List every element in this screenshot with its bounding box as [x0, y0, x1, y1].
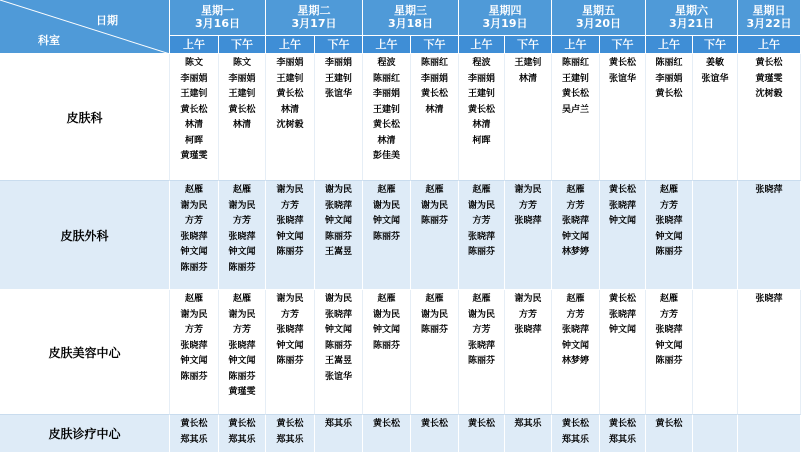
doctor-name: 张谊华	[608, 73, 636, 84]
doctor-name: 陈丽红	[372, 73, 400, 84]
doctor-name: 王嵩昱	[324, 356, 352, 366]
doctor-name: 钟文闻	[608, 325, 636, 335]
doctor-name: 陈丽芬	[467, 356, 495, 366]
doctor-name: 谢为民	[372, 200, 400, 211]
schedule-cell	[646, 415, 693, 453]
doctor-name: 钟文闻	[324, 216, 352, 226]
doctor-name: 李丽娟	[467, 73, 495, 84]
doctor-name: 黄长松	[655, 89, 683, 99]
doctor-name: 陈丽芬	[372, 340, 400, 351]
shift-header: 上午	[170, 36, 219, 54]
weekday-label: 星期日	[752, 4, 786, 17]
doctor-name: 王建钊	[467, 89, 495, 99]
doctor-name: 林梦婷	[561, 247, 589, 257]
shift-header: 下午	[505, 36, 552, 54]
doctor-name: 张谊华	[701, 73, 729, 84]
schedule-cell	[552, 181, 600, 290]
doctor-name: 钟文闻	[655, 340, 683, 351]
doctor-name: 陈丽红	[561, 58, 589, 68]
schedule-cell	[411, 290, 459, 415]
doctor-name: 谢为民	[228, 200, 256, 211]
doctor-name: 张晓萍	[755, 294, 783, 304]
date-label: 3月21日	[669, 17, 714, 30]
doctor-name: 赵雁	[425, 185, 444, 195]
doctor-name: 陈丽芬	[467, 247, 495, 257]
doctor-name: 谢为民	[276, 185, 304, 195]
schedule-cell	[459, 415, 505, 453]
doctor-name: 黄长松	[276, 419, 304, 429]
shift-header: 上午	[266, 36, 315, 54]
doctor-name: 钟文闻	[324, 325, 352, 335]
doctor-name: 陈丽芬	[324, 231, 352, 242]
day-header	[738, 0, 801, 36]
doctor-name: 张晓萍	[276, 325, 304, 335]
schedule-cell	[505, 290, 552, 415]
schedule-cell	[411, 54, 459, 181]
shift-header: 上午	[459, 36, 505, 54]
schedule-cell	[363, 181, 411, 290]
doctor-name: 张晓萍	[655, 325, 683, 335]
schedule-cell	[219, 415, 266, 453]
schedule-cell	[266, 415, 315, 453]
doctor-name: 赵雁	[232, 294, 251, 304]
doctor-name: 王建钊	[324, 73, 352, 84]
doctor-name: 谢为民	[180, 309, 208, 320]
doctor-name: 方芳	[184, 325, 203, 335]
doctor-name: 黄长松	[561, 89, 589, 99]
doctor-name: 林清	[472, 120, 491, 130]
schedule-cell	[505, 415, 552, 453]
doctor-name: 沈树毅	[755, 89, 783, 99]
shift-header: 上午	[646, 36, 693, 54]
doctor-name: 郑其乐	[228, 434, 256, 445]
doctor-name: 黄长松	[608, 419, 636, 429]
doctor-name: 沈树毅	[276, 120, 304, 130]
schedule-cell	[219, 290, 266, 415]
schedule-cell	[411, 181, 459, 290]
schedule-cell	[552, 415, 600, 453]
day-header	[646, 0, 738, 36]
doctor-name: 钟文闻	[228, 247, 256, 257]
doctor-name: 黄瑾雯	[180, 151, 208, 161]
schedule-cell	[315, 181, 363, 290]
doctor-name: 钟文闻	[180, 247, 208, 257]
day-header	[363, 0, 459, 36]
day-header	[266, 0, 363, 36]
schedule-cell	[738, 181, 801, 290]
doctor-name: 张谊华	[324, 89, 352, 99]
doctor-name: 方芳	[518, 309, 537, 320]
doctor-name: 姜敏	[705, 58, 724, 68]
date-label: 3月20日	[576, 17, 621, 30]
schedule-cell	[646, 54, 693, 181]
schedule-cell	[459, 54, 505, 181]
doctor-name: 郑其乐	[276, 434, 304, 445]
doctor-name: 谢为民	[372, 309, 400, 320]
doctor-name: 张晓萍	[755, 185, 783, 195]
schedule-cell	[600, 181, 646, 290]
doctor-name: 王建钊	[180, 89, 208, 99]
doctor-name: 张晓萍	[180, 340, 208, 351]
doctor-name: 赵雁	[232, 185, 251, 195]
doctor-name: 王建钊	[514, 58, 542, 68]
doctor-name: 方芳	[659, 200, 678, 211]
schedule-cell	[170, 290, 219, 415]
doctor-name: 李丽娟	[420, 73, 448, 84]
doctor-name: 谢为民	[514, 294, 542, 304]
doctor-name: 陈文	[184, 58, 203, 68]
schedule-cell	[219, 54, 266, 181]
doctor-name: 钟文闻	[180, 356, 208, 366]
schedule-cell	[693, 54, 738, 181]
schedule-cell	[363, 54, 411, 181]
department-name: 皮肤诊疗中心	[0, 415, 170, 453]
schedule-cell	[505, 181, 552, 290]
doctor-name: 黄瑾雯	[755, 73, 783, 84]
doctor-name: 钟文闻	[228, 356, 256, 366]
schedule-cell	[600, 54, 646, 181]
doctor-name: 李丽娟	[228, 73, 256, 84]
doctor-name: 赵雁	[184, 185, 203, 195]
doctor-name: 郑其乐	[180, 434, 208, 445]
shift-header: 上午	[363, 36, 411, 54]
day-header	[459, 0, 552, 36]
doctor-name: 陈丽芬	[180, 371, 208, 382]
doctor-name: 王建钊	[276, 73, 304, 84]
shift-header: 上午	[738, 36, 801, 54]
doctor-name: 柯晖	[472, 135, 491, 146]
schedule-cell	[315, 54, 363, 181]
doctor-name: 赵雁	[566, 185, 585, 195]
doctor-name: 黄长松	[228, 419, 256, 429]
doctor-name: 黄长松	[420, 89, 448, 99]
weekday-label: 星期二	[297, 4, 331, 17]
doctor-name: 郑其乐	[561, 434, 589, 445]
doctor-name: 钟文闻	[655, 231, 683, 242]
schedule-cell	[738, 54, 801, 181]
doctor-name: 黄长松	[608, 294, 636, 304]
doctor-name: 李丽娟	[655, 73, 683, 84]
schedule-cell	[219, 181, 266, 290]
schedule-cell	[552, 54, 600, 181]
schedule-cell	[315, 415, 363, 453]
weekday-label: 星期四	[488, 4, 522, 17]
doctor-name: 黄长松	[180, 419, 208, 429]
doctor-name: 黄长松	[276, 89, 304, 99]
doctor-name: 程波	[377, 58, 396, 68]
doctor-name: 黄长松	[420, 419, 448, 429]
shift-header: 下午	[693, 36, 738, 54]
doctor-name: 陈文	[232, 58, 251, 68]
doctor-name: 陈丽芬	[228, 262, 256, 273]
doctor-name: 钟文闻	[276, 340, 304, 351]
doctor-name: 林梦婷	[561, 356, 589, 366]
schedule-cell	[738, 290, 801, 415]
doctor-name: 李丽娟	[180, 73, 208, 84]
doctor-name: 赵雁	[566, 294, 585, 304]
doctor-name: 郑其乐	[514, 419, 542, 429]
schedule-cell	[363, 290, 411, 415]
doctor-name: 赵雁	[184, 294, 203, 304]
department-name: 皮肤科	[0, 54, 170, 181]
schedule-cell	[693, 181, 738, 290]
doctor-name: 陈丽芬	[276, 356, 304, 366]
doctor-name: 钟文闻	[372, 325, 400, 335]
doctor-name: 张晓萍	[514, 325, 542, 335]
schedule-cell	[505, 54, 552, 181]
doctor-name: 方芳	[566, 200, 585, 211]
doctor-name: 方芳	[566, 309, 585, 320]
doctor-name: 张晓萍	[324, 309, 352, 320]
doctor-name: 钟文闻	[608, 216, 636, 226]
day-header	[552, 0, 646, 36]
doctor-name: 黄长松	[755, 58, 783, 68]
doctor-name: 张晓萍	[561, 325, 589, 335]
doctor-name: 林清	[377, 135, 396, 146]
doctor-name: 柯晖	[184, 135, 203, 146]
department-axis-label: 科室	[38, 34, 60, 47]
doctor-name: 钟文闻	[372, 216, 400, 226]
schedule-cell	[600, 290, 646, 415]
doctor-name: 谢为民	[324, 294, 352, 304]
shift-header: 下午	[315, 36, 363, 54]
schedule-cell	[170, 181, 219, 290]
schedule-cell	[266, 54, 315, 181]
weekday-label: 星期六	[675, 4, 708, 17]
doctor-name: 程波	[472, 58, 491, 68]
doctor-name: 黄长松	[372, 419, 400, 429]
doctor-name: 谢为民	[180, 200, 208, 211]
doctor-name: 李丽娟	[324, 58, 352, 68]
doctor-name: 陈丽芬	[324, 340, 352, 351]
schedule-cell	[600, 415, 646, 453]
doctor-name: 黄长松	[608, 185, 636, 195]
doctor-name: 陈丽芬	[655, 247, 683, 257]
doctor-name: 吴卢兰	[561, 104, 589, 115]
doctor-name: 黄长松	[561, 419, 589, 429]
doctor-name: 谢为民	[514, 185, 542, 195]
doctor-name: 林清	[184, 120, 203, 130]
doctor-name: 陈丽芬	[180, 262, 208, 273]
doctor-name: 黄长松	[180, 104, 208, 115]
doctor-name: 张晓萍	[228, 231, 256, 242]
shift-header: 下午	[600, 36, 646, 54]
doctor-name: 方芳	[232, 216, 251, 226]
doctor-name: 赵雁	[472, 185, 491, 195]
department-name: 皮肤美容中心	[0, 290, 170, 415]
day-header	[170, 0, 266, 36]
doctor-name: 张晓萍	[324, 200, 352, 211]
schedule-cell	[170, 415, 219, 453]
doctor-name: 李丽娟	[276, 58, 304, 68]
doctor-name: 黄长松	[372, 120, 400, 130]
doctor-name: 林清	[280, 104, 299, 115]
doctor-name: 方芳	[232, 325, 251, 335]
doctor-name: 方芳	[518, 200, 537, 211]
date-label: 3月16日	[195, 17, 240, 30]
doctor-name: 赵雁	[472, 294, 491, 304]
schedule-cell	[363, 415, 411, 453]
doctor-name: 陈丽芬	[655, 356, 683, 366]
doctor-name: 黄长松	[467, 104, 495, 115]
doctor-name: 张晓萍	[180, 231, 208, 242]
schedule-cell	[459, 181, 505, 290]
doctor-name: 谢为民	[276, 294, 304, 304]
doctor-name: 方芳	[472, 216, 491, 226]
weekday-label: 星期三	[394, 4, 427, 17]
doctor-name: 方芳	[184, 216, 203, 226]
doctor-name: 张晓萍	[608, 309, 636, 320]
weekday-label: 星期一	[201, 4, 234, 17]
corner-diagonal-line	[0, 0, 170, 54]
shift-header: 下午	[411, 36, 459, 54]
doctor-name: 张晓萍	[467, 231, 495, 242]
doctor-name: 王建钊	[372, 104, 400, 115]
schedule-cell	[646, 181, 693, 290]
doctor-name: 张晓萍	[514, 216, 542, 226]
schedule-cell	[552, 290, 600, 415]
doctor-name: 钟文闻	[276, 231, 304, 242]
shift-header: 上午	[552, 36, 600, 54]
doctor-name: 谢为民	[420, 309, 448, 320]
doctor-name: 谢为民	[420, 200, 448, 211]
doctor-name: 方芳	[280, 200, 299, 211]
doctor-name: 谢为民	[467, 309, 495, 320]
doctor-name: 陈丽芬	[420, 325, 448, 335]
doctor-name: 张晓萍	[655, 216, 683, 226]
doctor-name: 黄长松	[608, 58, 636, 68]
doctor-name: 钟文闻	[561, 231, 589, 242]
doctor-name: 方芳	[659, 309, 678, 320]
shift-header: 下午	[219, 36, 266, 54]
doctor-name: 王建钊	[228, 89, 256, 99]
doctor-name: 谢为民	[324, 185, 352, 195]
doctor-name: 李丽娟	[372, 89, 400, 99]
schedule-cell	[693, 290, 738, 415]
schedule-cell	[738, 415, 801, 453]
doctor-name: 张晓萍	[467, 340, 495, 351]
doctor-name: 方芳	[280, 309, 299, 320]
department-name: 皮肤外科	[0, 181, 170, 290]
date-label: 3月17日	[291, 17, 337, 30]
schedule-cell	[411, 415, 459, 453]
doctor-name: 王嵩昱	[324, 247, 352, 257]
doctor-name: 张晓萍	[276, 216, 304, 226]
header-corner	[0, 0, 170, 54]
doctor-name: 郑其乐	[324, 419, 352, 429]
schedule-cell	[266, 290, 315, 415]
doctor-name: 张晓萍	[228, 340, 256, 351]
doctor-name: 赵雁	[659, 294, 678, 304]
doctor-name: 赵雁	[659, 185, 678, 195]
date-label: 3月22日	[746, 17, 792, 30]
doctor-name: 张晓萍	[561, 216, 589, 226]
doctor-name: 陈丽芬	[372, 231, 400, 242]
doctor-name: 赵雁	[425, 294, 444, 304]
doctor-name: 彭佳美	[372, 151, 400, 161]
doctor-name: 黄长松	[467, 419, 495, 429]
date-axis-label: 日期	[96, 14, 118, 27]
date-label: 3月19日	[482, 17, 528, 30]
doctor-name: 林清	[232, 120, 251, 130]
doctor-name: 黄瑾雯	[228, 387, 256, 397]
schedule-cell	[459, 290, 505, 415]
doctor-name: 张晓萍	[608, 200, 636, 211]
doctor-name: 赵雁	[377, 185, 396, 195]
schedule-cell	[170, 54, 219, 181]
doctor-name: 王建钊	[561, 73, 589, 84]
doctor-name: 黄长松	[228, 104, 256, 115]
doctor-name: 谢为民	[467, 200, 495, 211]
schedule-cell	[646, 290, 693, 415]
doctor-name: 黄长松	[655, 419, 683, 429]
doctor-name: 赵雁	[377, 294, 396, 304]
schedule-cell	[315, 290, 363, 415]
doctor-name: 郑其乐	[608, 434, 636, 445]
doctor-name: 陈丽红	[420, 58, 448, 68]
doctor-name: 张谊华	[324, 371, 352, 382]
doctor-name: 陈丽红	[655, 58, 683, 68]
doctor-name: 陈丽芬	[228, 371, 256, 382]
doctor-name: 陈丽芬	[420, 216, 448, 226]
weekday-label: 星期五	[582, 4, 615, 17]
schedule-cell	[693, 415, 738, 453]
doctor-name: 钟文闻	[561, 340, 589, 351]
doctor-name: 谢为民	[228, 309, 256, 320]
schedule-cell	[266, 181, 315, 290]
doctor-name: 林清	[518, 73, 537, 84]
doctor-name: 林清	[425, 104, 444, 115]
date-label: 3月18日	[388, 17, 433, 30]
doctor-name: 陈丽芬	[276, 247, 304, 257]
doctor-name: 方芳	[472, 325, 491, 335]
